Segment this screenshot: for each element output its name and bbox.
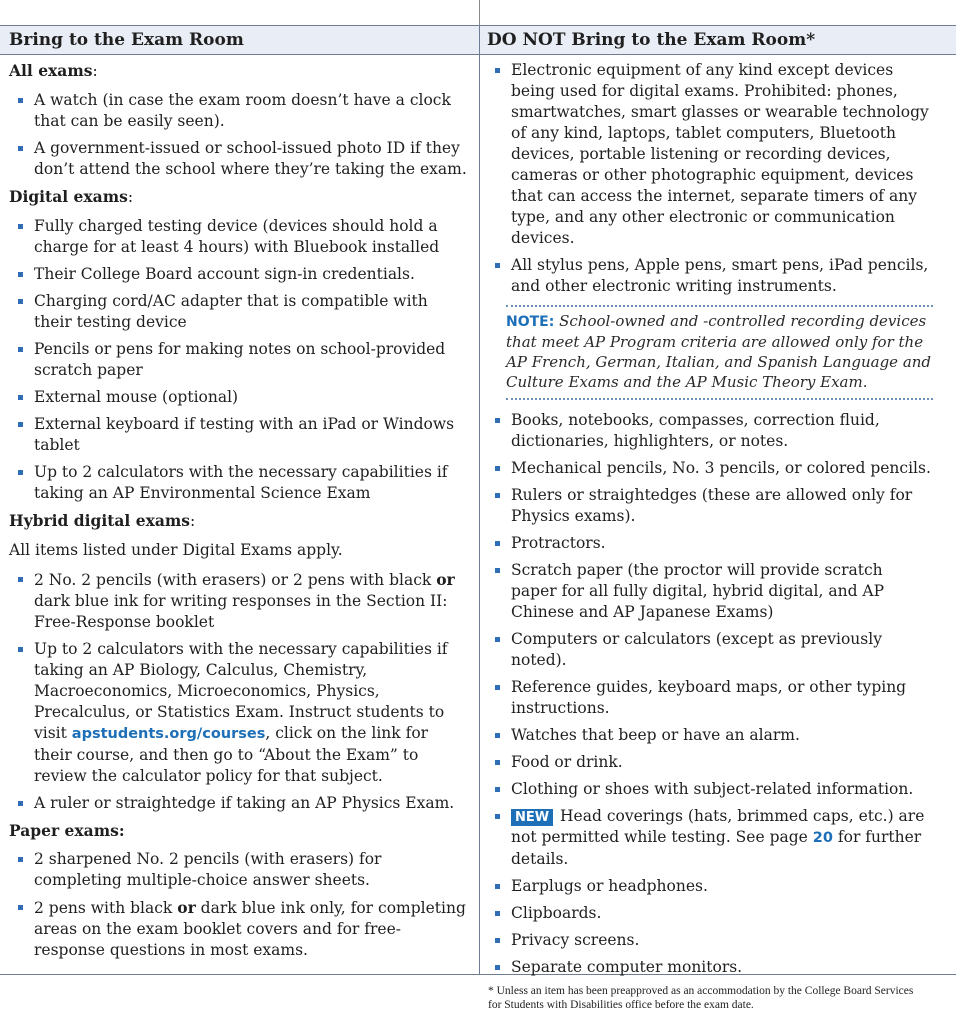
column-divider-top: [479, 0, 480, 25]
list-item: Computers or calculators (except as previously noted).: [493, 629, 933, 671]
section-heading-paper-exams: Paper exams:: [9, 821, 125, 840]
paper-exams-list: [9, 849, 469, 961]
list-item: A government-issued or school-issued photo ID if they don’t attend the school where they’re taking the exam.: [9, 138, 469, 180]
list-item: Clipboards.: [493, 903, 933, 924]
table-header: [0, 25, 956, 55]
list-item: Up to 2 calculators with the necessary capabilities if taking an AP Environmental Science Exam: [9, 462, 469, 504]
hybrid-intro: All items listed under Digital Exams apply.: [9, 541, 343, 559]
list-item: All stylus pens, Apple pens, smart pens, iPad pencils, and other electronic writing instruments.: [493, 255, 933, 297]
page-link[interactable]: 20: [812, 830, 833, 846]
list-item: 2 sharpened No. 2 pencils (with erasers) for completing multiple-choice answer sheets.: [9, 849, 469, 891]
table-body: [0, 54, 956, 975]
list-item: 2 pens with black or dark blue ink only, for completing areas on the exam booklet covers and for free-response questions in most exams.: [9, 897, 469, 961]
note-box: [506, 305, 933, 400]
header-divider: [479, 26, 480, 54]
all-exams-list: [9, 90, 469, 180]
note-text: School-owned and -controlled recording devices that meet AP Program criteria are allowed only for the AP French, German, Italian, and Spanish Language and Culture Exams and the AP Music Theory Exam.: [506, 312, 932, 391]
list-item: Mechanical pencils, No. 3 pencils, or colored pencils.: [493, 458, 933, 479]
list-item: External mouse (optional): [9, 387, 469, 408]
list-item: NEW Head coverings (hats, brimmed caps, etc.) are not permitted while testing. See page 20 for further details.: [493, 806, 933, 870]
list-item: Scratch paper (the proctor will provide scratch paper for all fully digital, hybrid digital, and AP Chinese and AP Japanese Exams): [493, 560, 933, 623]
bring-column: [9, 60, 469, 967]
prohibited-list-top: [493, 60, 933, 297]
section-heading-all-exams: All exams:: [9, 61, 98, 80]
apstudents-link[interactable]: apstudents.org/courses: [71, 726, 266, 742]
footnote: * Unless an item has been preapproved as an accommodation by the College Board Services for Students with Disabilities office before the exam date.: [488, 985, 914, 1011]
do-not-bring-heading: DO NOT Bring to the Exam Room*: [487, 30, 816, 50]
bring-heading: Bring to the Exam Room: [9, 30, 244, 50]
list-item: Clothing or shoes with subject-related information.: [493, 779, 933, 800]
list-item: Pencils or pens for making notes on school-provided scratch paper: [9, 339, 469, 381]
section-heading-digital-exams: Digital exams:: [9, 187, 134, 206]
list-item: Food or drink.: [493, 752, 933, 773]
note-label: NOTE:: [506, 314, 555, 330]
list-item: Books, notebooks, compasses, correction fluid, dictionaries, highlighters, or notes.: [493, 410, 933, 452]
hybrid-exams-list: [9, 569, 469, 814]
do-not-bring-column: [493, 60, 933, 984]
list-item: A ruler or straightedge if taking an AP Physics Exam.: [9, 793, 469, 814]
list-item: Charging cord/AC adapter that is compatible with their testing device: [9, 291, 469, 333]
column-divider: [479, 54, 480, 974]
digital-exams-list: [9, 216, 469, 504]
list-item: Up to 2 calculators with the necessary capabilities if taking an AP Biology, Calculus, Chemistry, Macroeconomics, Microeconomics, Physics, Precalculus, or Statistics Exam. Instruct students to visit apstudents.org/courses, click on the link for their course, and then go to “About the Exam” to review the calculator policy for that subject.: [9, 639, 469, 787]
list-item: Electronic equipment of any kind except devices being used for digital exams. Prohibited: phones, smartwatches, smart glasses or wearable technology of any kind, laptops, tablet computers, Bluetooth devices, portable listening or recording devices, cameras or other photographic equipment, devices that can access the internet, separate timers of any type, and any other electronic or communication devices.: [493, 60, 933, 249]
list-item: External keyboard if testing with an iPad or Windows tablet: [9, 414, 469, 456]
list-item: Reference guides, keyboard maps, or other typing instructions.: [493, 677, 933, 719]
list-item: Their College Board account sign-in credentials.: [9, 264, 469, 285]
list-item: Separate computer monitors.: [493, 957, 933, 978]
list-item: Earplugs or headphones.: [493, 876, 933, 897]
list-item: Privacy screens.: [493, 930, 933, 951]
list-item: Watches that beep or have an alarm.: [493, 725, 933, 746]
prohibited-list: [493, 410, 933, 978]
new-badge: NEW: [511, 809, 553, 826]
list-item: Fully charged testing device (devices should hold a charge for at least 4 hours) with Bluebook installed: [9, 216, 469, 258]
list-item: 2 No. 2 pencils (with erasers) or 2 pens with black or dark blue ink for writing responses in the Section II: Free-Response booklet: [9, 569, 469, 633]
list-item: A watch (in case the exam room doesn’t have a clock that can be easily seen).: [9, 90, 469, 132]
list-item: Protractors.: [493, 533, 933, 554]
section-heading-hybrid-exams: Hybrid digital exams:: [9, 511, 196, 530]
list-item: Rulers or straightedges (these are allowed only for Physics exams).: [493, 485, 933, 527]
